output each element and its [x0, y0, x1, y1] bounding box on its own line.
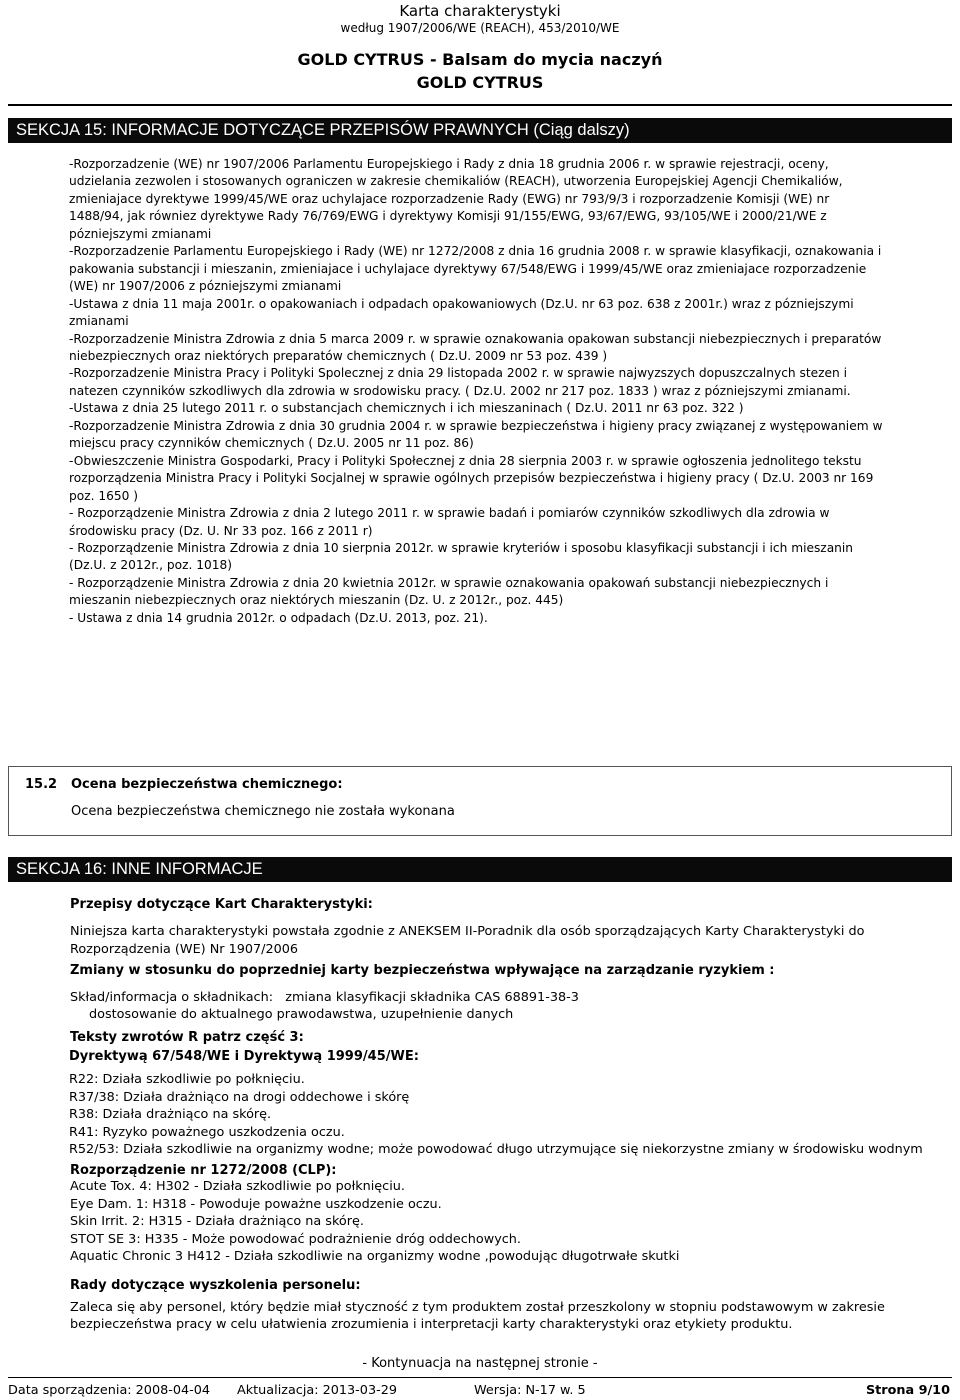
regulation-line: -Obwieszczenie Ministra Gospodarki, Pracy i Polityki Społecznej z dnia 28 sierpnia 2003 r. w sprawie ogłoszenia jednolitego tekstu	[69, 453, 862, 468]
r-phrase: R52/53: Działa szkodliwie na organizmy wodne; może powodować długo utrzymujące się niekorzystne zmiany w środowisku wodnym	[69, 1142, 923, 1158]
regulation-line: 1488/94, jak równiez dyrektywe Rady 76/769/EWG i dyrektywy Komisji 91/155/EWG, 93/67/EWG, 93/105/WE i 2000/21/WE z	[69, 209, 827, 224]
regulation-line: - Rozporządzenie Ministra Zdrowia z dnia 10 sierpnia 2012r. w sprawie kryteriów i sposobu klasyfikacji substancji i ich mieszanin	[69, 540, 854, 555]
r-phrase: R41: Ryzyko poważnego uszkodzenia oczu.	[69, 1124, 345, 1140]
footer-divider	[8, 1377, 952, 1378]
section-16-title: SEKCJA 16: INNE INFORMACJE	[8, 857, 952, 882]
r-phrase: R22: Działa szkodliwie po połknięciu.	[69, 1072, 305, 1087]
regulation-line: (WE) nr 1907/2006 z pózniejszymi zmianami	[69, 279, 342, 294]
regulation-line: -Rozporzadzenie Ministra Zdrowia z dnia 5 marca 2009 r. w sprawie oznakowania opakowan substancji niebezpiecznych i preparatów	[69, 331, 882, 346]
continuation-note: - Kontynuacja na następnej stronie -	[362, 1356, 598, 1371]
regulation: według 1907/2006/WE (REACH), 453/2010/WE	[340, 21, 620, 35]
zmiany-line-1: Skład/informacja o składnikach: zmiana klasyfikacji składnika CAS 68891-38-3	[70, 990, 579, 1005]
regulation-line: -Ustawa z dnia 25 lutego 2011 r. o substancjach chemicznych i ich mieszaninach ( Dz.U. 2011 nr 63 poz. 322 )	[69, 401, 744, 416]
h-phrase: Acute Tox. 4: H302 - Działa szkodliwie po połknięciu.	[70, 1179, 405, 1194]
regulation-line: - Ustawa z dnia 14 grudnia 2012r. o odpadach (Dz.U. 2013, poz. 21).	[69, 610, 488, 625]
regulation-line: -Ustawa z dnia 11 maja 2001r. o opakowaniach i odpadach opakowaniowych (Dz.U. nr 63 poz. 638 z 2001r.) wraz z pózniejszymi	[69, 296, 854, 311]
regulation-line: pakowania substancji i mieszanin, zmieniajace i uchylajace dyrektywy 67/548/EWG i 1999/45/WE oraz zmieniajace rozporzadzenie	[69, 261, 867, 276]
doc-type: Karta charakterystyki	[399, 2, 561, 20]
regulation-line: rozporządzenia Ministra Pracy i Polityki Socjalnej w sprawie ogólnych przepisów bezpieczeństwa i higieny pracy ( Dz.U. 2003 nr 169	[69, 471, 874, 486]
subsection-number: 15.2	[25, 777, 58, 792]
regulation-line: mieszanin niebezpiecznych oraz niektórych mieszanin (Dz. U. z 2012r., poz. 445)	[69, 593, 564, 608]
header-divider	[8, 104, 952, 106]
regulation-line: -Rozporzadzenie Parlamentu Europejskiego i Rady (WE) nr 1272/2008 z dnia 16 grudnia 2008 r. w sprawie klasyfikacji, oznakowania i	[69, 244, 882, 259]
heading-teksty: Teksty zwrotów R patrz część 3:	[70, 1030, 304, 1045]
heading-dyrektywa: Dyrektywą 67/548/WE i Dyrektywą 1999/45/WE:	[69, 1049, 419, 1064]
subsection-text: Ocena bezpieczeństwa chemicznego nie została wykonana	[71, 804, 455, 819]
regulation-line: natezen czynników szkodliwych dla zdrowia w srodowisku pracy. ( Dz.U. 2002 nr 217 poz. 1833 ) wraz z pózniejszymi zmianami.	[69, 383, 851, 398]
regulation-line: -Rozporzadzenie (WE) nr 1907/2006 Parlamentu Europejskiego i Rady z dnia 18 grudnia 2006 r. w sprawie rejestracji, oceny,	[69, 157, 829, 171]
subsection-title: Ocena bezpieczeństwa chemicznego:	[71, 777, 343, 792]
heading-szkolenia: Rady dotyczące wyszkolenia personelu:	[70, 1278, 361, 1293]
regulation-line: -Rozporzadzenie Ministra Zdrowia z dnia 30 grudnia 2004 r. w sprawie bezpieczeństwa i higieny pracy związanej z występowaniem w	[69, 418, 883, 433]
section-15-title: SEKCJA 15: INFORMACJE DOTYCZĄCE PRZEPISÓW PRAWNYCH (Ciąg dalszy)	[8, 118, 952, 143]
heading-zmiany: Zmiany w stosunku do poprzedniej karty bezpieczeństwa wpływające na zarządzanie ryzykiem :	[70, 963, 775, 978]
footer-date-created: Data sporządzenia: 2008-04-04	[8, 1383, 211, 1398]
regulation-line: - Rozporządzenie Ministra Zdrowia z dnia 2 lutego 2011 r. w sprawie badań i pomiarów czynników szkodliwych dla zdrowia w	[69, 506, 830, 521]
r-phrases-list	[69, 1071, 923, 1159]
regulation-line: - Rozporządzenie Ministra Zdrowia z dnia 20 kwietnia 2012r. w sprawie oznakowania opakowań substancji niebezpiecznych i	[69, 575, 829, 590]
h-phrase: Skin Irrit. 2: H315 - Działa drażniąco na skórę.	[70, 1214, 364, 1230]
regulation-line: poz. 1650 )	[69, 488, 138, 503]
regulation-line: niebezpiecznych oraz niektórych preparatów chemicznych ( Dz.U. 2009 nr 53 poz. 439 )	[69, 348, 608, 363]
heading-przepisy: Przepisy dotyczące Kart Charakterystyki:	[70, 897, 373, 912]
regulation-line: miejscu pracy czynników chemicznych ( Dz.U. 2005 nr 11 poz. 86)	[69, 436, 474, 451]
regulation-line: (Dz.U. z 2012r., poz. 1018)	[69, 558, 232, 573]
h-phrase: STOT SE 3: H335 - Może powodować podrażnienie dróg oddechowych.	[70, 1231, 521, 1247]
heading-clp: Rozporządzenie nr 1272/2008 (CLP):	[70, 1163, 337, 1178]
h-phrase: Aquatic Chronic 3 H412 - Działa szkodliwie na organizmy wodne ,powodując długotrwałe skutki	[70, 1249, 680, 1265]
szkolenia-line-2: bezpieczeństwa pracy w celu ułatwienia zrozumienia i interpretacji karty charakterystyki oraz etykiety produktu.	[70, 1317, 793, 1332]
regulation-line: środowisku pracy (Dz. U. Nr 33 poz. 166 z 2011 r)	[69, 523, 373, 538]
regulations-list	[69, 156, 949, 627]
h-phrase: Eye Dam. 1: H318 - Powoduje poważne uszkodzenie oczu.	[70, 1196, 442, 1212]
product-title: GOLD CYTRUS - Balsam do mycia naczyń	[297, 50, 663, 69]
przepisy-line-1: Niniejsza karta charakterystyki powstała zgodnie z ANEKSEM II-Poradnik dla osób sporządzających Karty Charakterystyki do	[70, 924, 865, 939]
zmiany-line-2: dostosowanie do aktualnego prawodawstwa, uzupełnienie danych	[89, 1007, 514, 1022]
r-phrase: R37/38: Działa drażniąco na drogi oddechowe i skórę	[69, 1089, 410, 1105]
footer-version: Wersja: N-17 w. 5	[474, 1383, 586, 1398]
regulation-line: udzielania zezwolen i stosowanych ograniczen w zakresie chemikaliów (REACH), utworzenia Europejskiej Agencji Chemikaliów,	[69, 174, 843, 189]
footer-updated: Aktualizacja: 2013-03-29	[237, 1383, 397, 1398]
regulation-line: zmianami	[69, 314, 129, 329]
footer-page: Strona 9/10	[865, 1383, 950, 1398]
r-phrase: R38: Działa drażniąco na skórę.	[69, 1107, 272, 1123]
product-name: GOLD CYTRUS	[416, 73, 544, 92]
regulation-line: zmieniajace dyrektywe 1999/45/WE oraz uchylajace rozporzadzenie Rady (EWG) nr 793/9/3 i rozporzadzenie Komisji (WE) nr	[69, 191, 830, 206]
przepisy-line-2: Rozporządzenia (WE) Nr 1907/2006	[70, 942, 299, 957]
regulation-line: -Rozporzadzenie Ministra Pracy i Polityki Spolecznej z dnia 29 listopada 2002 r. w sprawie najwyzszych dopuszczalnych stezen i	[69, 366, 848, 381]
regulation-line: pózniejszymi zmianami	[69, 226, 212, 241]
h-phrases-list	[70, 1178, 679, 1266]
szkolenia-line-1: Zaleca się aby personel, który będzie miał styczność z tym produktem został przeszkolony w stopniu podstawowym w zakresie	[70, 1300, 885, 1315]
